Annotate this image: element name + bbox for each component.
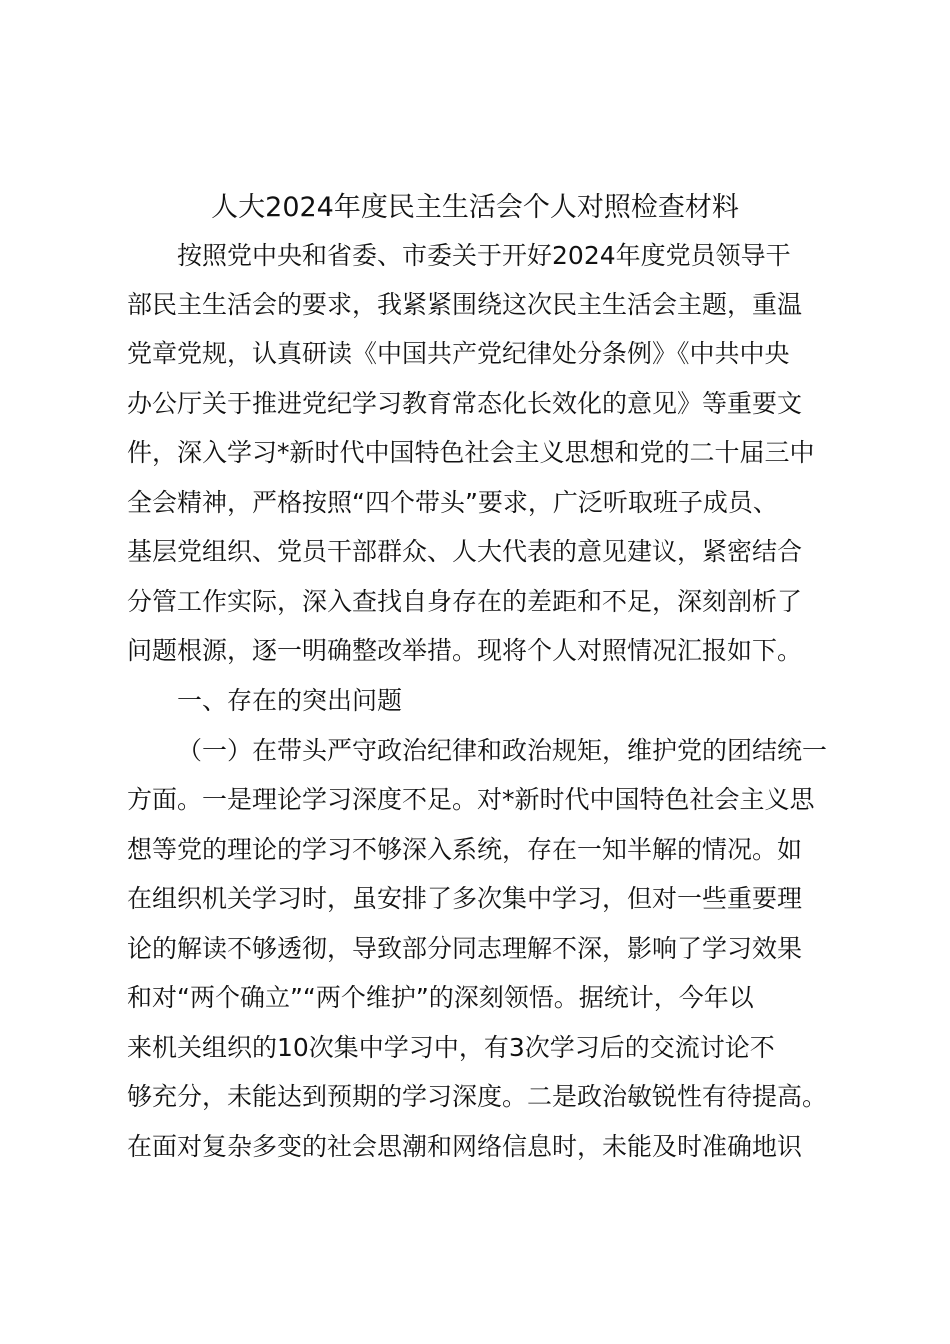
paragraph-line: 在组织机关学习时，虽安排了多次集中学习，但对一些重要理: [127, 884, 803, 913]
paragraph-line: 党章党规，认真研读《中国共产党纪律处分条例》《中共中央: [127, 339, 790, 368]
paragraph-line: 办公厅关于推进党纪学习教育常态化长效化的意见》等重要文: [127, 389, 803, 418]
paragraph-line: 够充分，未能达到预期的学习深度。二是政治敏锐性有待提高。: [127, 1082, 828, 1111]
paragraph-line: 在面对复杂多变的社会思潮和网络信息时，未能及时准确地识: [127, 1132, 803, 1161]
paragraph-line: 想等党的理论的学习不够深入系统，存在一知半解的情况。如: [127, 835, 803, 864]
paragraph-line: （一）在带头严守政治纪律和政治规矩，维护党的团结统一: [177, 736, 828, 765]
paragraph-line: 来机关组织的10次集中学习中，有3次学习后的交流讨论不: [127, 1033, 775, 1062]
paragraph-line: 方面。一是理论学习深度不足。对*新时代中国特色社会主义思: [127, 785, 815, 814]
paragraph-line: 全会精神，严格按照“四个带头”要求，广泛听取班子成员、: [127, 488, 778, 517]
paragraph-line: 件，深入学习*新时代中国特色社会主义思想和党的二十届三中: [127, 438, 815, 467]
section-heading: 一、存在的突出问题: [177, 686, 403, 715]
paragraph-line: 问题根源，逐一明确整改举措。现将个人对照情况汇报如下。: [127, 636, 803, 665]
paragraph-line: 论的解读不够透彻，导致部分同志理解不深，影响了学习效果: [127, 934, 803, 963]
paragraph-line: 按照党中央和省委、市委关于开好2024年度党员领导干: [177, 241, 791, 270]
document-title: 人大2024年度民主生活会个人对照检查材料: [211, 192, 739, 223]
paragraph-line: 部民主生活会的要求，我紧紧围绕这次民主生活会主题，重温: [127, 290, 803, 319]
paragraph-line: 基层党组织、党员干部群众、人大代表的意见建议，紧密结合: [127, 537, 803, 566]
paragraph-line: 和对“两个确立”“两个维护”的深刻领悟。据统计，今年以: [127, 983, 754, 1012]
paragraph-line: 分管工作实际，深入查找自身存在的差距和不足，深刻剖析了: [127, 587, 803, 616]
